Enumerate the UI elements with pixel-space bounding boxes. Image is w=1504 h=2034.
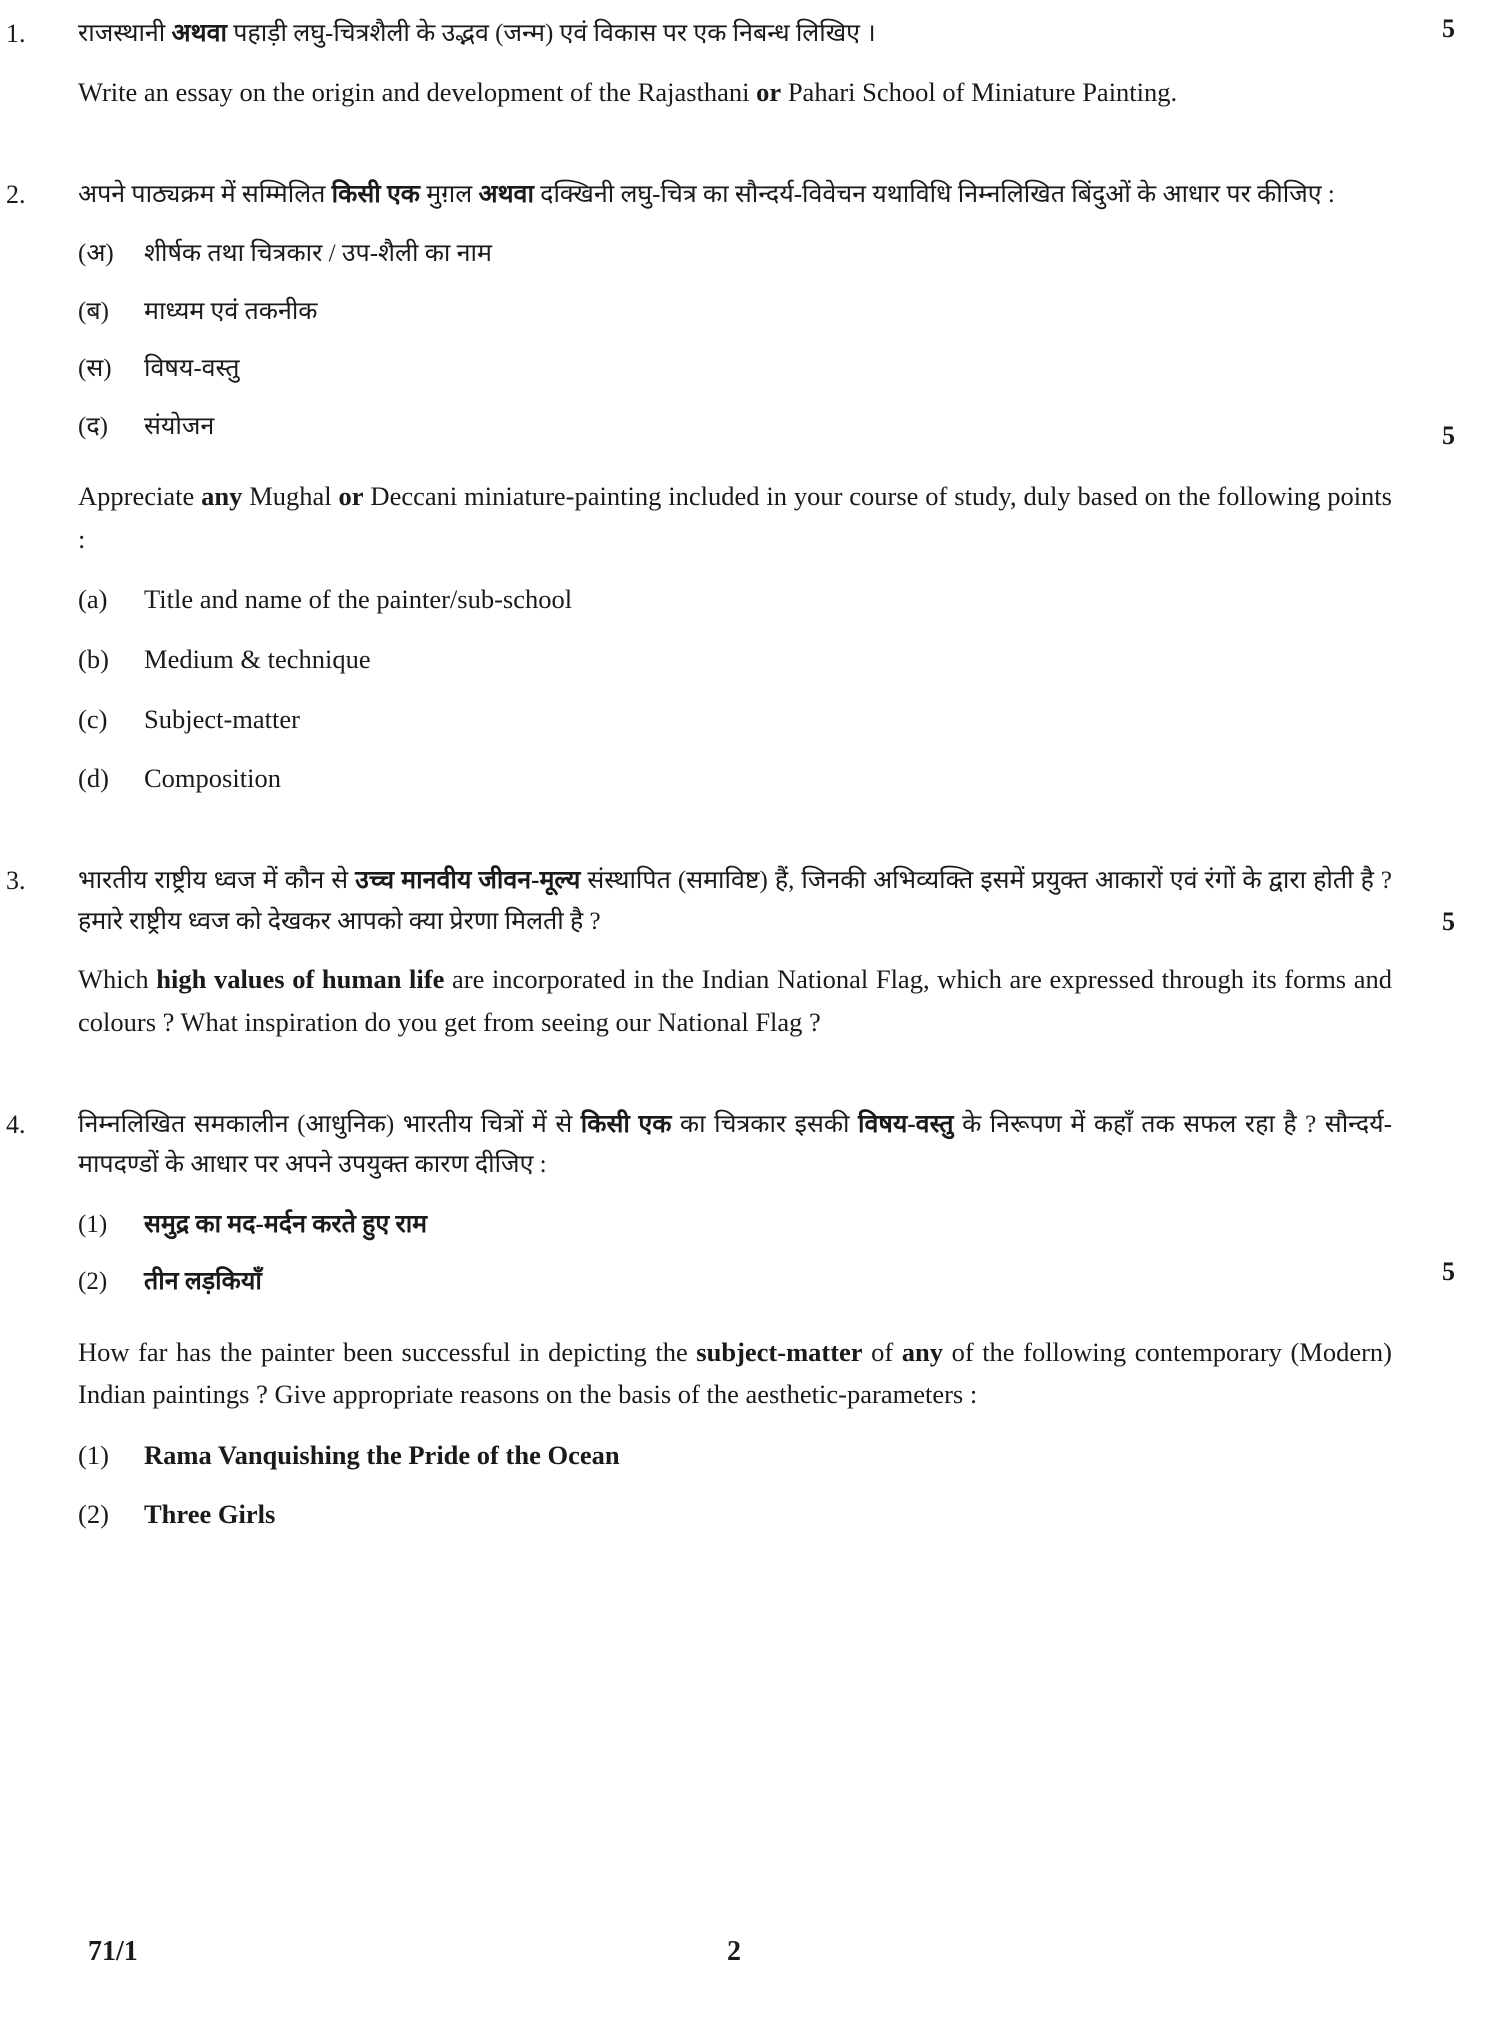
question-2-marks <box>1396 175 1504 799</box>
question-number-3: 3. <box>6 866 26 896</box>
question-2-hindi-subitems <box>78 235 1392 445</box>
subitem-text: Subject-matter <box>144 703 300 734</box>
subitem-label: (1) <box>78 1210 108 1238</box>
subitem-label: (c) <box>78 703 108 734</box>
list-item <box>78 293 1392 331</box>
question-4-hindi-subitems <box>78 1206 1392 1301</box>
question-block-2 <box>0 175 1504 799</box>
question-4-english-subitems <box>78 1436 1392 1536</box>
subitem-label: (1) <box>78 1439 109 1470</box>
spacer <box>78 1301 1392 1331</box>
marks-value: 5 <box>1442 907 1455 937</box>
spacer <box>78 55 1392 71</box>
question-3-marks <box>1396 861 1504 1043</box>
question-1-english-text: Write an essay on the origin and development of the Rajasthani or Pahari School of Miniature Painting. <box>78 76 1178 107</box>
question-4-hindi-text: निम्नलिखित समकालीन (आधुनिक) भारतीय चित्रों में से किसी एक का चित्रकार इसकी विषय-वस्तु के निरूपण में कहाँ तक सफल रहा है ? सौन्दर्य-मापदण्डों के आधार पर अपने उपयुक्त कारण दीजिए : <box>78 1110 1392 1179</box>
subitem-text: Title and name of the painter/sub-school <box>144 584 573 615</box>
subitem-label: (a) <box>78 584 108 615</box>
subitem-text: Medium & technique <box>144 643 371 674</box>
list-item <box>78 1436 1392 1476</box>
question-block-1 <box>0 14 1504 113</box>
question-2-hindi-text: अपने पाठ्यक्रम में सम्मिलित किसी एक मुग़ल अथवा दक्खिनी लघु-चित्र का सौन्दर्य-विवेचन यथाविधि निम्नलिखित बिंदुओं के आधार पर कीजिए : <box>78 180 1335 208</box>
subitem-text: संयोजन <box>144 412 215 440</box>
list-item <box>78 759 1392 799</box>
list-item <box>78 408 1392 446</box>
list-item <box>78 1495 1392 1535</box>
page-footer <box>0 1914 1504 2034</box>
spacer <box>0 113 1504 175</box>
marks-value: 5 <box>1442 14 1455 43</box>
list-item <box>78 580 1392 620</box>
question-4-english-text: How far has the painter been successful in depicting the subject-matter of any of the following contemporary (Modern) Indian paintings ? Give appropriate reasons on the basis of the aesthetic-parameters : <box>78 1336 1392 1410</box>
list-item <box>78 235 1392 273</box>
question-number-2: 2. <box>6 179 26 209</box>
subitem-text: शीर्षक तथा चित्रकार / उप-शैली का नाम <box>144 240 492 268</box>
question-body-2 <box>78 175 1396 799</box>
question-body-1 <box>78 14 1396 113</box>
list-item <box>78 350 1392 388</box>
question-body-3 <box>78 861 1396 1043</box>
list-item <box>78 1263 1392 1301</box>
subitem-label: (2) <box>78 1268 108 1296</box>
subitem-label: (द) <box>78 412 108 440</box>
subitem-text: समुद्र का मद-मर्दन करते हुए राम <box>144 1210 428 1238</box>
question-block-3 <box>0 861 1504 1043</box>
question-1-marks <box>1396 14 1504 113</box>
subitem-label: (2) <box>78 1499 109 1530</box>
subitem-text: Three Girls <box>144 1499 276 1530</box>
subitem-text: तीन लड़कियाँ <box>144 1268 262 1296</box>
question-3-hindi-text: भारतीय राष्ट्रीय ध्वज में कौन से उच्च मानवीय जीवन-मूल्य संस्थापित (समाविष्ट) हैं, जिनकी अभिव्यक्ति इसमें प्रयुक्त आकारों एवं रंगों के द्वारा होती है ? हमारे राष्ट्रीय ध्वज को देखकर आपको क्या प्रेरणा मिलती है ? <box>78 867 1392 935</box>
paper-code: 71/1 <box>88 1936 138 1967</box>
question-number-1: 1. <box>6 19 26 48</box>
question-3-english-text: Which high values of human life are incorporated in the Indian National Flag, which are expressed through its forms and colours ? What inspiration do you get from seeing our National Flag ? <box>78 964 1392 1037</box>
marks-value: 5 <box>1442 1256 1455 1286</box>
question-block-4 <box>0 1105 1504 1535</box>
subitem-label: (b) <box>78 643 109 674</box>
subitem-text: माध्यम एवं तकनीक <box>144 297 318 325</box>
subitem-text: Rama Vanquishing the Pride of the Ocean <box>144 1439 620 1470</box>
page-number <box>0 1936 1504 1968</box>
subitem-label: (स) <box>78 355 112 383</box>
spacer <box>0 799 1504 861</box>
spacer <box>78 942 1392 958</box>
subitem-label: (अ) <box>78 240 114 268</box>
list-item <box>78 700 1392 740</box>
subitem-text: विषय-वस्तु <box>144 355 240 383</box>
page-number-value: 2 <box>727 1936 741 1967</box>
subitem-text: Composition <box>144 763 281 794</box>
spacer <box>0 1043 1504 1105</box>
question-body-4 <box>78 1105 1396 1535</box>
subitem-label: (d) <box>78 763 109 794</box>
list-item <box>78 1206 1392 1244</box>
subitem-label: (ब) <box>78 297 109 325</box>
marks-value: 5 <box>1442 420 1455 450</box>
list-item <box>78 640 1392 680</box>
spacer <box>78 445 1392 475</box>
question-number-4: 4. <box>6 1109 26 1139</box>
question-4-marks <box>1396 1105 1504 1535</box>
question-2-english-text: Appreciate any Mughal or Deccani miniature-painting included in your course of study, duly based on the following points : <box>78 481 1392 554</box>
question-1-hindi-text: राजस्थानी अथवा पहाड़ी लघु-चित्रशैली के उद्भव (जन्म) एवं विकास पर एक निबन्ध लिखिए । <box>78 20 876 47</box>
question-2-english-subitems <box>78 580 1392 799</box>
